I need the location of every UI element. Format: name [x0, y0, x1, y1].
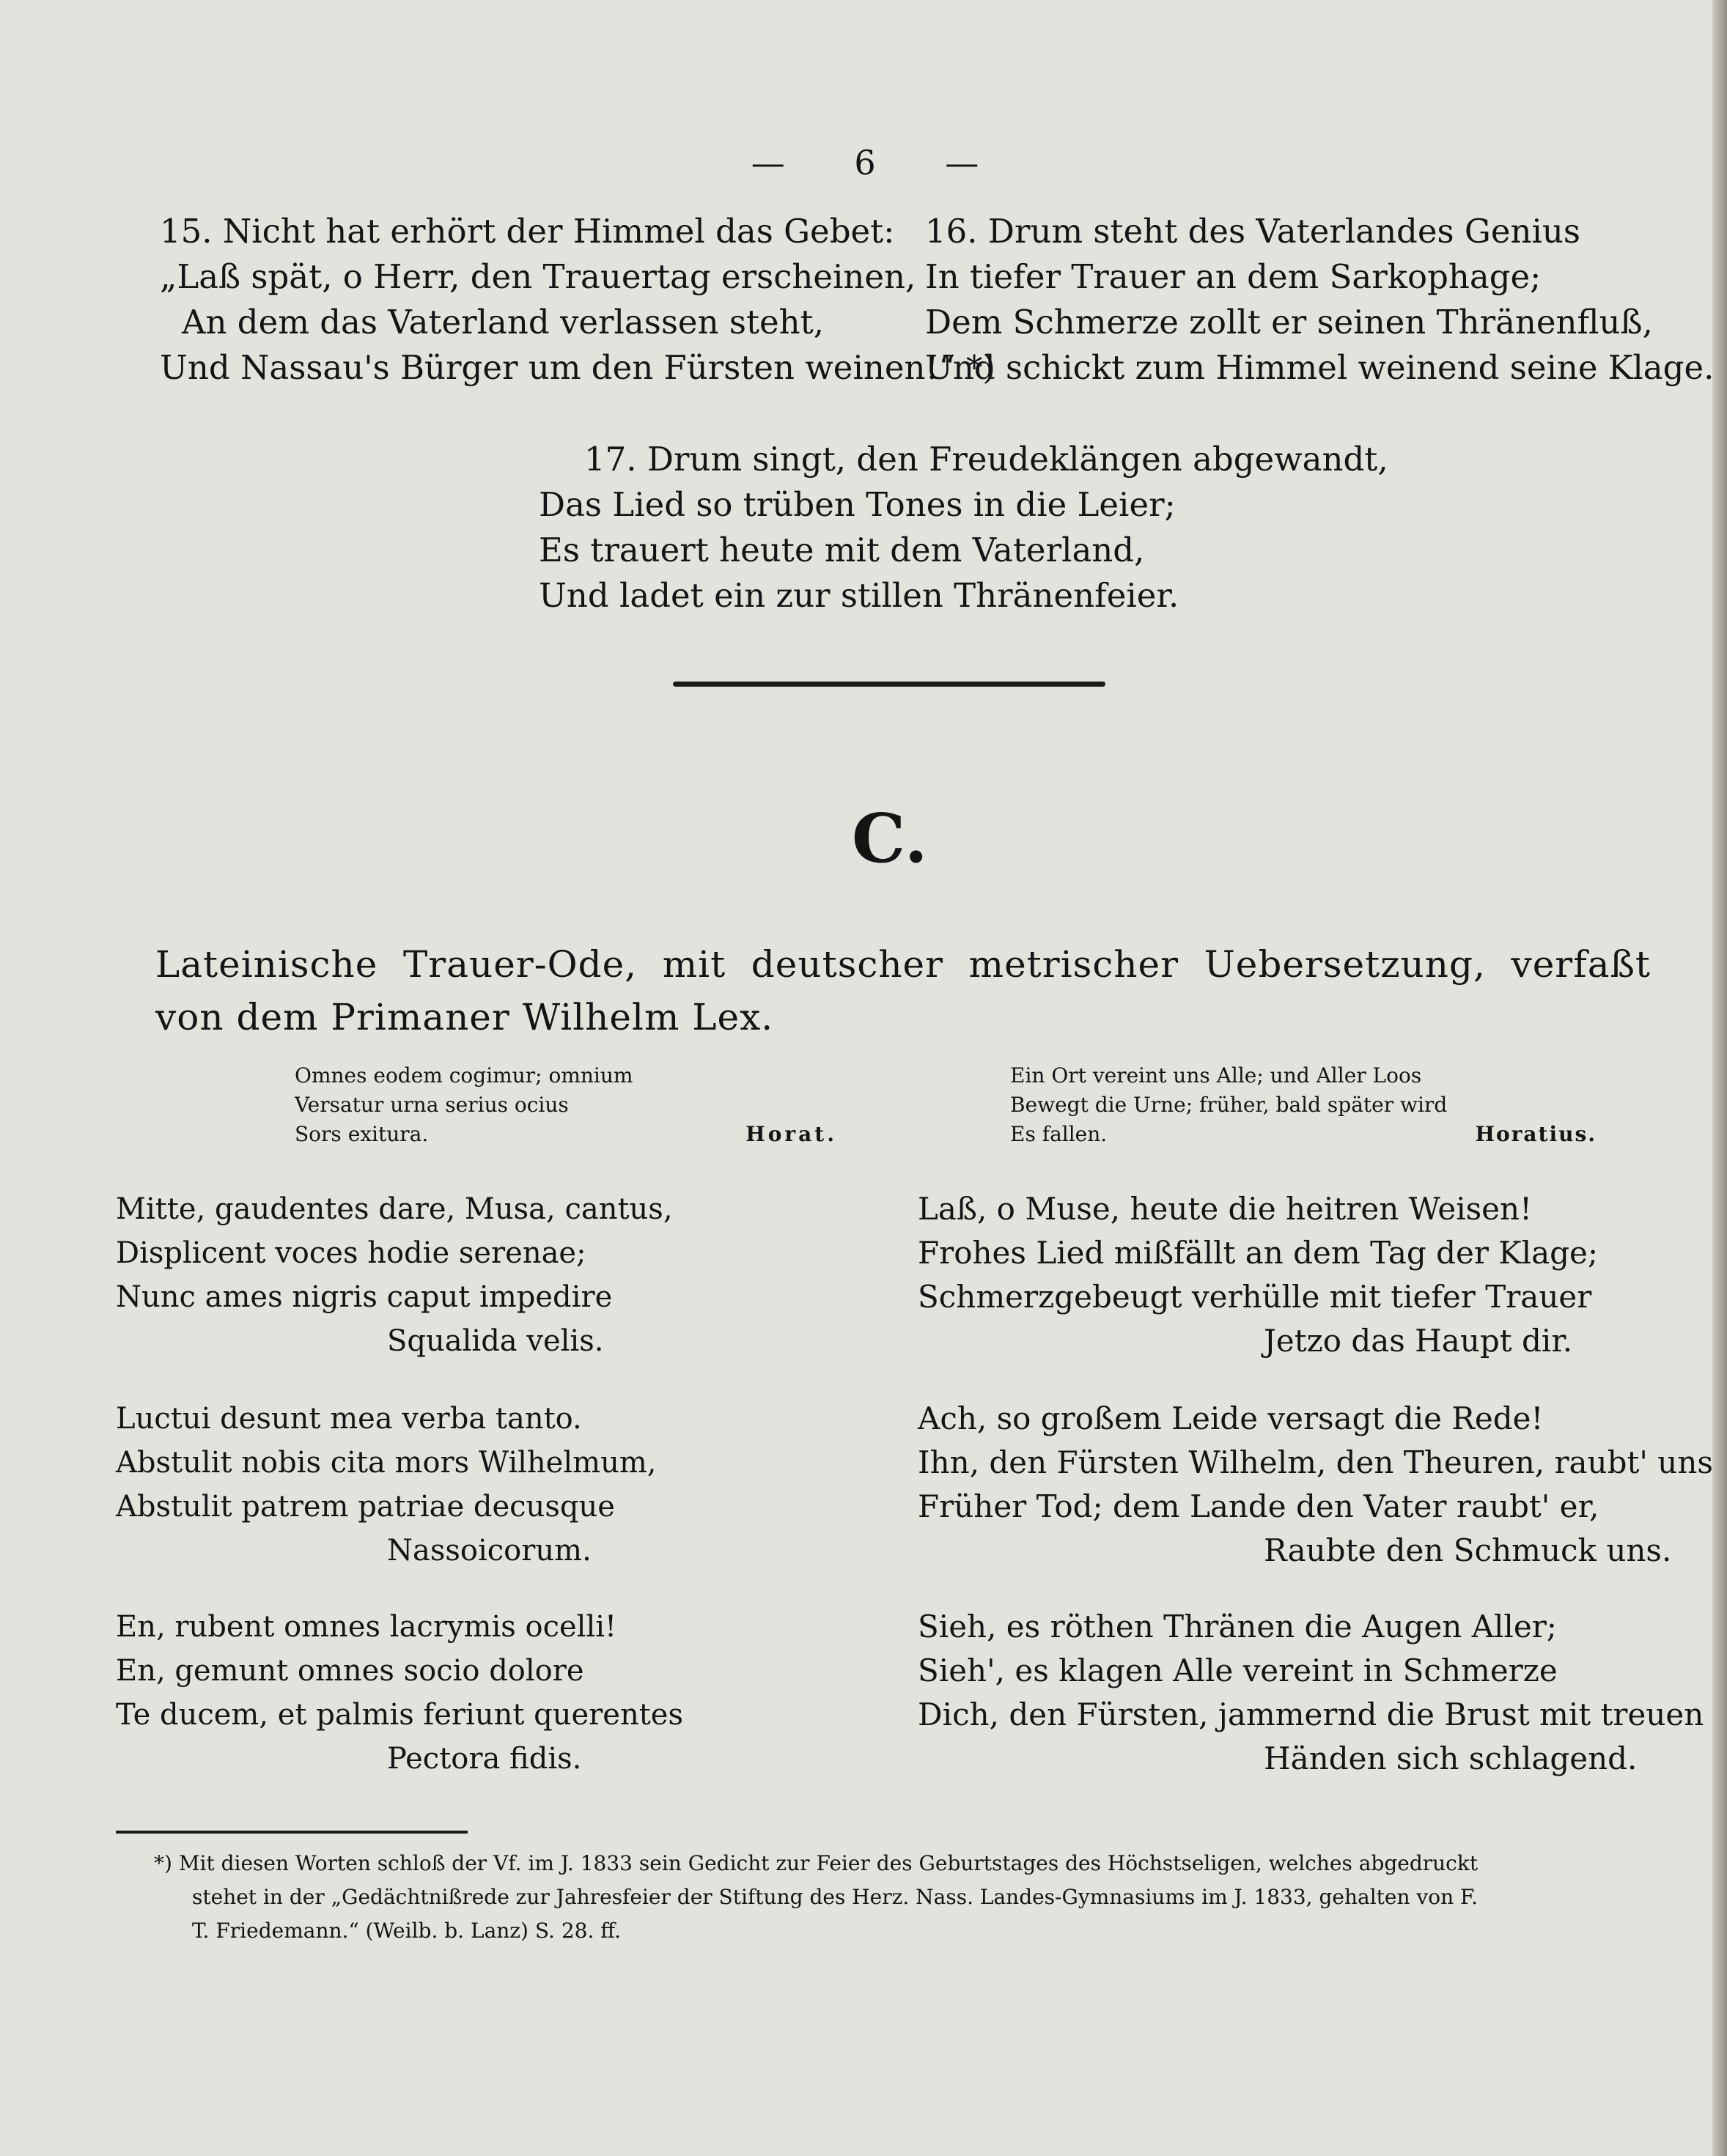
- stanza-line: Es trauert heute mit dem Vaterland,: [539, 531, 1145, 569]
- stanza-line: Und ladet ein zur stillen Thränenfeier.: [539, 576, 1179, 615]
- stanza-line: Und schickt zum Himmel weinend seine Klage.: [925, 348, 1715, 387]
- stanza-line: Displicent voces hodie serenae;: [116, 1236, 586, 1270]
- stanza-line: En, rubent omnes lacrymis ocelli!: [116, 1610, 617, 1644]
- stanza-line: En, gemunt omnes socio dolore: [116, 1654, 584, 1688]
- stanza-line: Sieh, es röthen Thränen die Augen Aller;: [918, 1609, 1557, 1644]
- stanza-line: Das Lied so trüben Tones in die Leier;: [539, 485, 1176, 524]
- german-stanza: [918, 1397, 1713, 1573]
- stanza-line: Mitte, gaudentes dare, Musa, cantus,: [116, 1192, 673, 1226]
- latin-stanza: [116, 1397, 656, 1573]
- stanza-line: Abstulit patrem patriae decusque: [116, 1490, 615, 1524]
- section-heading: C.: [852, 799, 928, 878]
- motto-line: Sors exitura.: [295, 1122, 429, 1146]
- stanza-line: Ach, so großem Leide versagt die Rede!: [918, 1400, 1544, 1436]
- stanza-line: Pectora fidis.: [387, 1742, 582, 1776]
- motto-line: Ein Ort vereint uns Alle; und Aller Loos: [1010, 1063, 1422, 1088]
- motto-latin: [295, 1061, 837, 1149]
- stanza-line: Händen sich schlagend.: [1264, 1740, 1638, 1776]
- stanza-line: Schmerzgebeugt verhülle mit tiefer Trauer: [918, 1279, 1592, 1315]
- stanza-line: „Laß spät, o Herr, den Trauertag erscheinen,: [160, 257, 916, 296]
- stanza-line: Laß, o Muse, heute die heitren Weisen!: [918, 1191, 1532, 1227]
- footnote-line: T. Friedemann.“ (Weilb. b. Lanz) S. 28. ff.: [192, 1919, 622, 1943]
- motto-attribution: Horatius.: [1475, 1122, 1597, 1146]
- page-number: — 6 —: [751, 143, 1009, 182]
- page-edge: [1712, 0, 1727, 2156]
- section-divider: [673, 682, 1105, 687]
- stanza-line: 15. Nicht hat erhört der Himmel das Gebet:: [160, 212, 895, 251]
- stanza-line: Squalida velis.: [387, 1324, 604, 1358]
- stanza-17: [539, 437, 1388, 619]
- motto-line: Versatur urna serius ocius: [295, 1093, 569, 1117]
- latin-stanza: [116, 1605, 683, 1781]
- stanza-line: Früher Tod; dem Lande den Vater raubt' er,: [918, 1488, 1599, 1524]
- stanza-line: Dich, den Fürsten, jammernd die Brust mit treuen: [918, 1697, 1704, 1732]
- stanza-line: Und Nassau's Bürger um den Fürsten weinen!“ *): [160, 348, 995, 387]
- ode-title: Lateinische Trauer-Ode, mit deutscher metrischer Uebersetzung, verfaßt von dem Primaner Wilhelm Lex.: [155, 943, 1651, 1038]
- german-stanza: [918, 1605, 1704, 1781]
- stanza-line: Abstulit nobis cita mors Wilhelmum,: [116, 1446, 657, 1480]
- stanza-line: Raubte den Schmuck uns.: [1264, 1532, 1672, 1568]
- german-stanza: [918, 1187, 1598, 1363]
- stanza-line: Te ducem, et palmis feriunt querentes: [116, 1698, 684, 1732]
- stanza-line: 16. Drum steht des Vaterlandes Genius: [925, 212, 1580, 251]
- stanza-line: Ihn, den Fürsten Wilhelm, den Theuren, raubt' uns: [918, 1444, 1713, 1480]
- motto-attribution: Horat.: [745, 1122, 837, 1146]
- stanza-line: Luctui desunt mea verba tanto.: [116, 1402, 582, 1436]
- stanza-15: [160, 209, 995, 391]
- footnote-line: stehet in der „Gedächtnißrede zur Jahresfeier der Stiftung des Herz. Nass. Landes-Gymnasiums im J. 1833, gehalten von F.: [192, 1885, 1478, 1909]
- stanza-line: Nunc ames nigris caput impedire: [116, 1280, 613, 1314]
- stanza-line: Dem Schmerze zollt er seinen Thränenfluß,: [925, 303, 1653, 342]
- stanza-16: [925, 209, 1714, 391]
- stanza-line: An dem das Vaterland verlassen steht,: [182, 303, 825, 342]
- motto-line: Omnes eodem cogimur; omnium: [295, 1063, 633, 1088]
- stanza-line: In tiefer Trauer an dem Sarkophage;: [925, 257, 1542, 296]
- latin-stanza: [116, 1187, 673, 1363]
- motto-line: Es fallen.: [1010, 1122, 1108, 1146]
- stanza-line: Sieh', es klagen Alle vereint in Schmerze: [918, 1653, 1558, 1688]
- footnote: [154, 1847, 1642, 1948]
- footnote-line: *) Mit diesen Worten schloß der Vf. im J. 1833 sein Gedicht zur Feier des Geburtstages des Höchstseligen, welches abgedruckt: [154, 1851, 1479, 1875]
- motto-german: [1010, 1061, 1597, 1149]
- stanza-line: Frohes Lied mißfällt an dem Tag der Klage;: [918, 1235, 1599, 1271]
- footnote-divider: [116, 1831, 468, 1834]
- stanza-line: Nassoicorum.: [387, 1534, 592, 1568]
- stanza-line: Jetzo das Haupt dir.: [1264, 1323, 1573, 1359]
- motto-line: Bewegt die Urne; früher, bald später wird: [1010, 1093, 1448, 1117]
- stanza-line: 17. Drum singt, den Freudeklängen abgewandt,: [584, 440, 1388, 479]
